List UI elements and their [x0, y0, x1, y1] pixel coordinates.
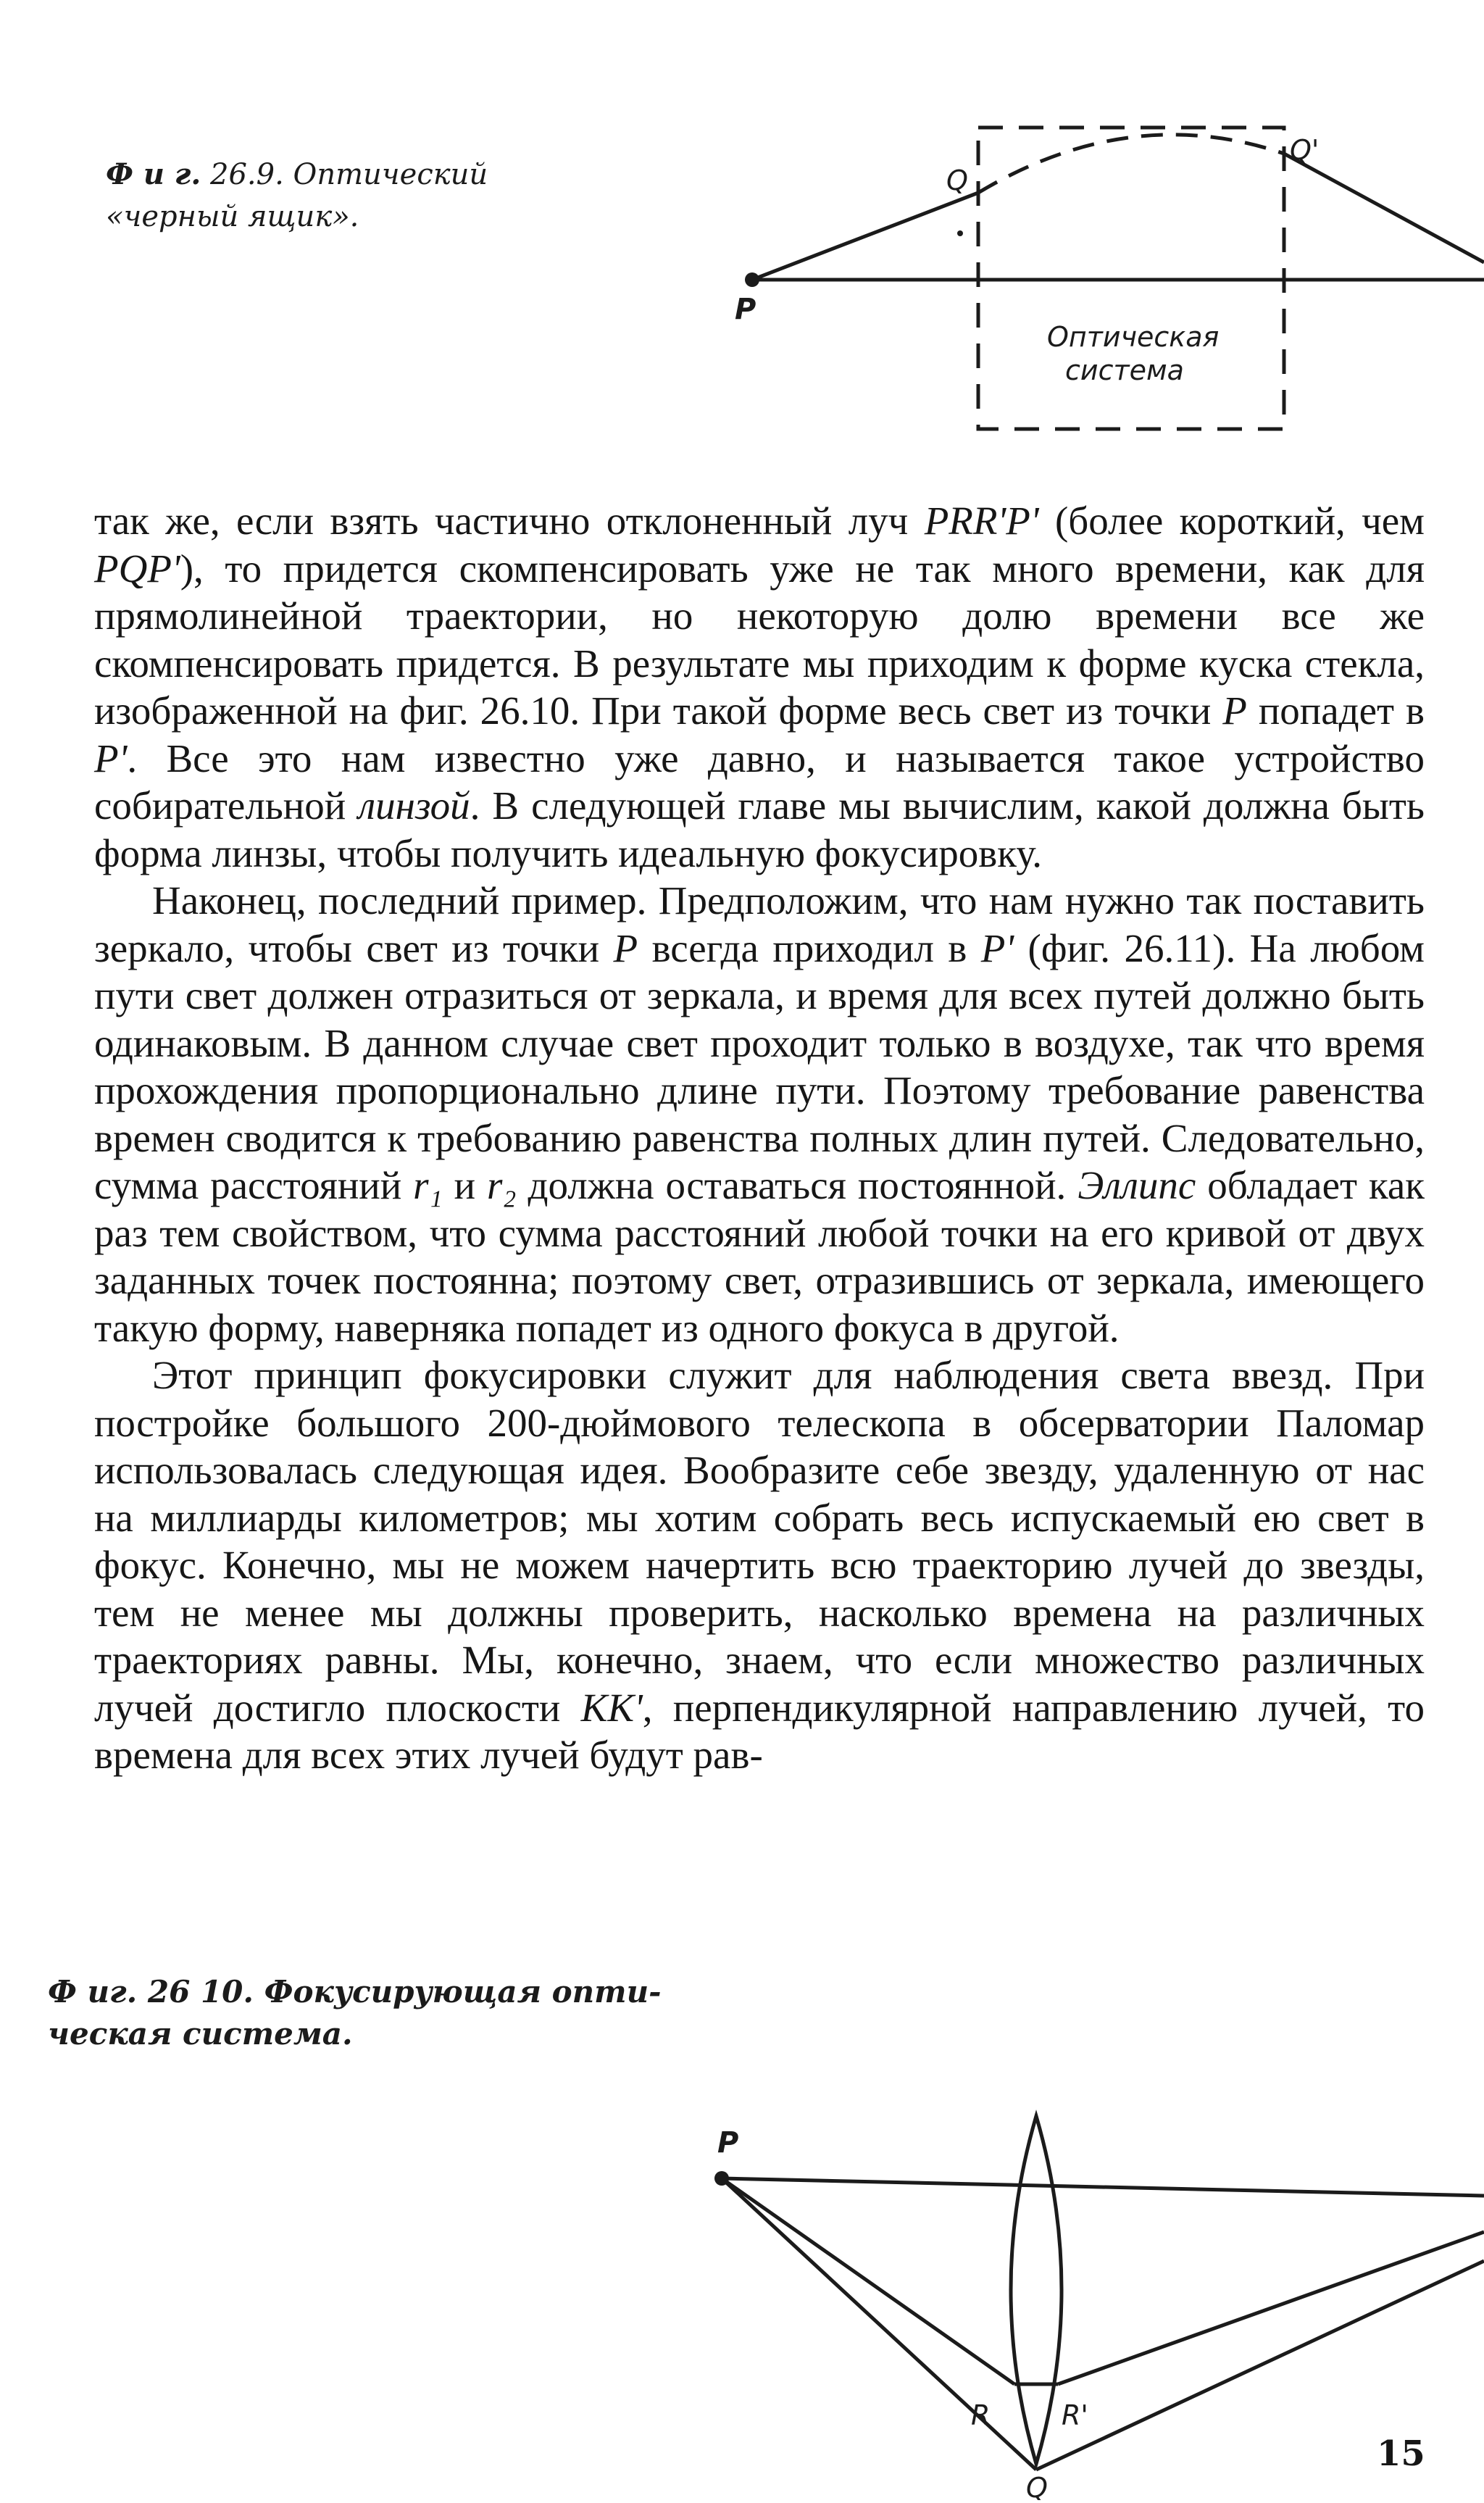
ray-p-to-r: [722, 2178, 1014, 2384]
point-p-label: P: [717, 2126, 739, 2160]
text-run: ), то придется скомпенсировать уже не так много времени, как для прямолинейной траектории, но некоторую долю времени все же скомпенсировать придется. В результате мы приходим к форме куска стекла, изображенной на фиг. 26.10. При такой форме весь свет из точки: [94, 546, 1425, 733]
figure-title-continuation: «черный ящик».: [106, 200, 359, 233]
math-var: r₁: [413, 1163, 443, 1207]
dashed-ray-inside-box: [978, 135, 1284, 193]
ray-q-prime-out: [1284, 154, 1484, 262]
figure-26-9-caption: [106, 154, 656, 238]
text-run: так же, если взять частично отклоненный луч: [94, 499, 925, 543]
text-run: (более короткий, чем: [1038, 499, 1425, 543]
point-p-dot: [745, 272, 759, 287]
point-r-prime-label: R': [1062, 2399, 1088, 2431]
figure-26-10-diagram: [696, 2087, 1484, 2500]
math-var: PQP': [94, 546, 180, 591]
text-run: , перпендикулярной направлению лучей, то времена для всех этих лучей будут рав-: [94, 1685, 1425, 1777]
lens-shape: [1011, 2116, 1062, 2464]
text-run: Этот принцип фокусировки служит для наблюдения света ввезд. При постройке большого 200-дюймового телескопа в обсерватории Паломар использовалась следующая идея. Вообразите себе звезду, удаленную от нас на миллиарды километров; мы хотим собрать весь испускаемый ею свет в фокус. Конечно, мы не можем начертить всю траекторию лучей до звезды, тем не менее мы должны проверить, насколько времена на различных траекториях равны. Мы, конечно, знаем, что если множество различных лучей достигло плоскости: [94, 1353, 1425, 1730]
text-run: Наконец, последний пример. Предположим, что нам нужно так поставить зеркало, чтобы свет из точки: [94, 878, 1425, 970]
body-text: [94, 497, 1425, 1779]
math-var: KK': [580, 1685, 643, 1730]
math-var: PRR'P': [924, 499, 1039, 543]
figure-label: Ф иг.: [48, 1974, 138, 2010]
math-var: P: [613, 925, 638, 970]
figure-26-9-diagram: [710, 109, 1484, 449]
ray-p-to-q: [752, 193, 978, 280]
point-q-prime-label: Q': [1290, 134, 1320, 166]
emphasis: Эллипс: [1077, 1163, 1196, 1207]
math-var: P: [1222, 688, 1247, 733]
math-var: P': [94, 736, 128, 780]
text-run: всегда приходил в: [638, 925, 981, 970]
figure-number: 26 10.: [147, 1974, 254, 2010]
emphasis: линзой: [358, 783, 470, 828]
paragraph-3: [94, 1352, 1425, 1779]
paragraph-1: [94, 497, 1425, 877]
figure-number: 26.9.: [210, 158, 284, 191]
figure-label: Ф и г.: [106, 157, 201, 191]
small-dot: [957, 230, 963, 236]
figure-title: Оптический: [293, 158, 488, 191]
optical-system-label-1: Оптическая: [1047, 321, 1220, 353]
text-run: должна оставаться постоянной.: [516, 1163, 1078, 1207]
point-q-label: Q: [1026, 2472, 1048, 2500]
text-run: и: [442, 1163, 488, 1207]
math-var: r₂: [487, 1163, 517, 1207]
point-p-label: P: [735, 293, 756, 326]
point-r-label: R: [971, 2399, 991, 2431]
point-p-dot: [714, 2171, 729, 2186]
text-run: (фиг. 26.11). На любом пути свет должен отразиться от зеркала, и время для всех путей должно быть одинаковым. В данном случае свет проходит только в воздухе, так что время прохождения пропорционально длине пути. Поэтому требование равенства времен сводится к требованию равенства полных длин путей. Следовательно, сумма расстояний: [94, 925, 1425, 1207]
math-var: P': [980, 925, 1014, 970]
text-run: . В следующей главе мы вычислим, какой должна быть форма линзы, чтобы получить идеальную фокусировку.: [94, 783, 1425, 875]
optical-system-label-2: система: [1065, 354, 1184, 386]
ray-top: [722, 2178, 1484, 2196]
text-run: попадет в: [1246, 688, 1425, 733]
figure-title: Фокусирующая опти-: [264, 1974, 662, 2010]
paragraph-2: [94, 877, 1425, 1352]
page-number: 15: [1377, 2433, 1425, 2474]
text-run: . Все это нам известно уже давно, и называется такое устройство собирательной: [94, 736, 1425, 828]
figure-title-continuation: ческая система.: [48, 2016, 353, 2052]
text-run: обладает как раз тем свойством, что сумма расстояний любой точки на его кривой от двух заданных точек постоянна; поэтому свет, отразившись от зеркала, имеющего такую форму, наверняка попадет из одного фокуса в другой.: [94, 1163, 1425, 1350]
figure-26-10-caption: [48, 1971, 685, 2055]
point-q-label: Q: [946, 164, 968, 196]
